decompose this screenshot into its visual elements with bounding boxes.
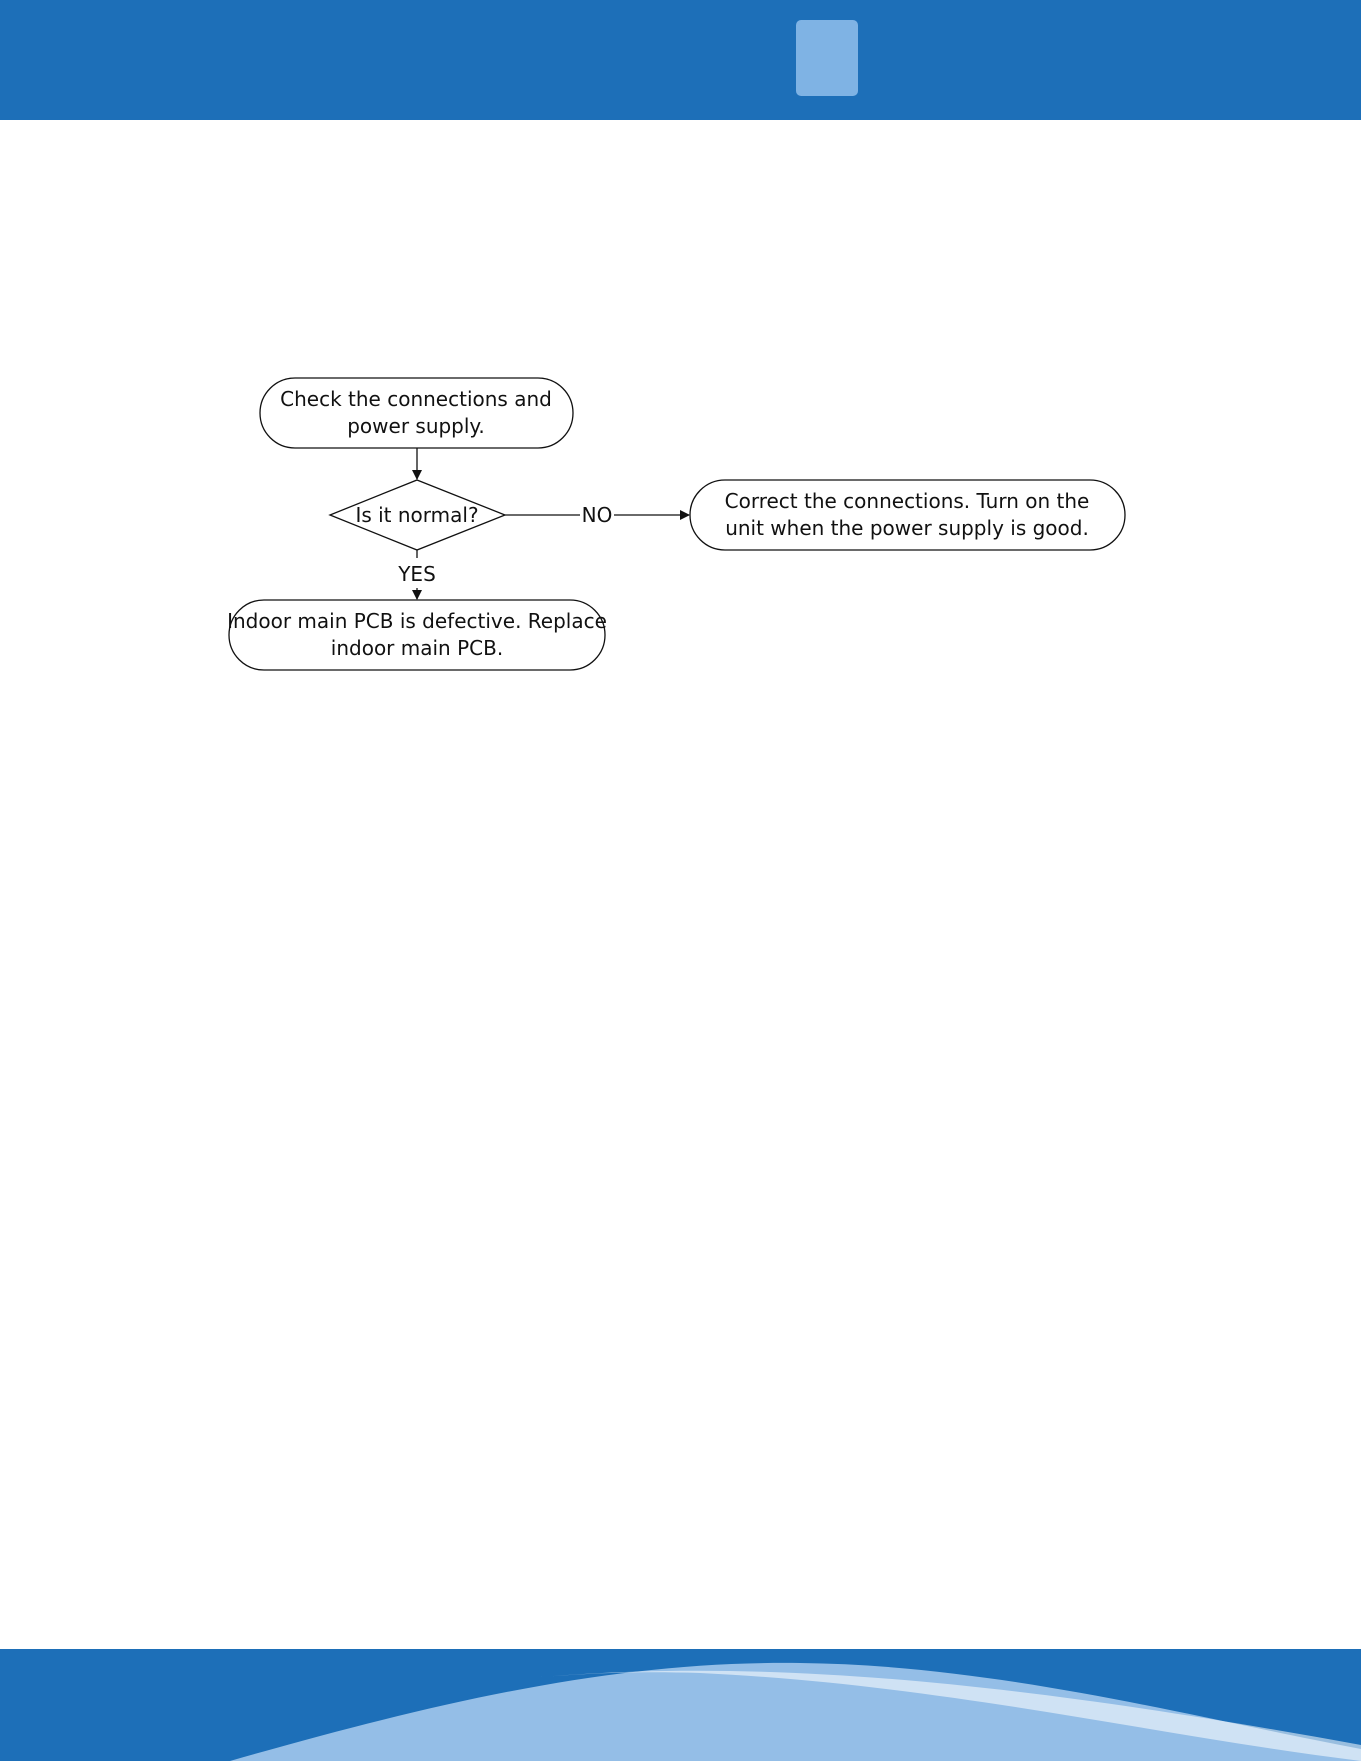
no-result-line-2: unit when the power supply is good. [725,516,1089,540]
no-label: NO [581,503,613,527]
decision-node-label: Is it normal? [355,503,479,527]
no-result-line-1: Correct the connections. Turn on the [724,489,1090,513]
footer-wave [0,1649,1361,1761]
yes-result-line-1: Indoor main PCB is defective. Replace [227,609,607,633]
yes-result-line-2: indoor main PCB. [330,636,504,660]
yes-label: YES [398,562,436,586]
start-node-line-1: Check the connections and [280,387,552,411]
start-node-line-2: power supply. [347,414,485,438]
